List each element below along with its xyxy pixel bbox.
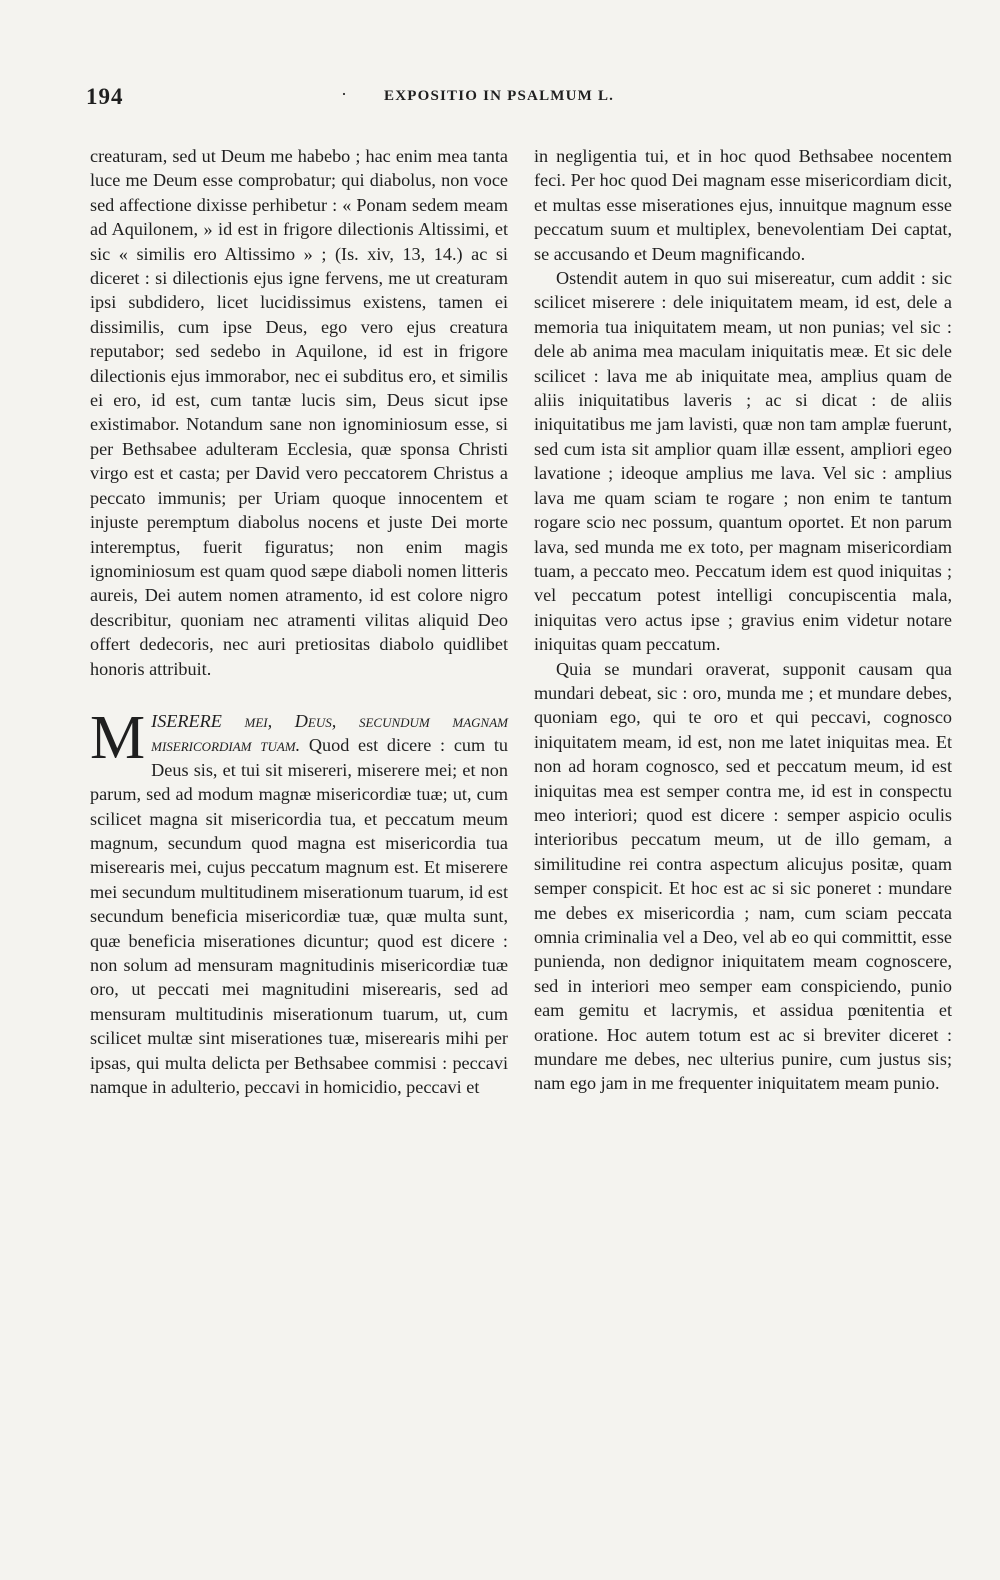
right-paragraph-3: Quia se mundari oraverat, supponit causam qua mundari debeat, sic : oro, munda me ; et mundare debes, quoniam ego, qui te oro et qui peccavi, cognosco iniquitatem meam, id est, non me latet iniquitas mea. Et non ad horam cognosco, sed et peccatum meum, id est iniquitas mea est semper contra me, id est in conspectu meo interiori; quod est dicere : semper aspicio oculis interioribus peccatum meum, ut de illo gemam, a similitudine rei contra aspectum alicujus positæ, quam semper conspicit. Et hoc est ac si sic poneret : mundare me debes ex misericordia ; nam, cum sciam peccata omnia criminalia vel a Deo, vel ab eo qui committit, esse punienda, non dedignor iniquitatem meam cognoscere, sed in interiori meo semper eam conspiciendo, punio eam gemitu et lacrymis, et assidua pœnitentia et oratione. Hoc autem totum est ac si breviter diceret : mundare me debes, nec ulterius punire, cum justus sis; nam ego jam in me frequenter iniquitatem meam punio. (534, 658, 952, 1094)
page-header (86, 84, 958, 118)
header-dot: · (341, 84, 347, 104)
right-paragraph-1: in negligentia tui, et in hoc quod Bethsabee nocentem feci. Per hoc quod Dei magnam esse misericordiam dicit, et multas esse miserationes ejus, innuitque magnum esse peccatum suum et multiplex, benevolentiam Dei captat, se accusando et Deum magnificando. (534, 146, 952, 264)
left-paragraph-2 (90, 703, 508, 1100)
page-number: 194 (86, 84, 124, 109)
right-column (534, 144, 952, 1096)
drop-cap: M (90, 703, 146, 772)
left-paragraph-1: creaturam, sed ut Deum me habebo ; hac enim mea tanta luce me Deum esse comprobatur; qui diabolus, non voce sed affectione dixisse perhibetur : « Ponam sedem meam ad Aquilonem, » id est in frigore dilectionis Altissimi, et sic « similis ero Altissimo » ; (Is. xiv, 13, 14.) ac si diceret : si dilectionis ejus igne fervens, me ut creaturam ipsi subdidero, licet lucidissimus existens, tamen ei dissimilis, cum ipse Deus, ego vero ejus creatura reputabor; sed sedebo in Aquilone, id est in frigore dilectionis ejus immorabor, nec ei subditus ero, et similis ei ero, id est, cum tantæ lucis sim, Deus sicut ipse existimabor. Notandum sane non ignominiosum esse, si per Bethsabee adulteram Ecclesia, quæ sponsa Christi virgo est et casta; per David vero peccatorem Christus a peccato immunis; per Uriam quoque innocentem et injuste peremptum diabolus nocens et juste Dei morte interemptus, fuerit figuratus; non enim magis ignominiosum est quam quod sæpe diaboli nomen litteris aureis, Dei autem nomen atramento, id est colore nigro describitur, quoniam nec atramenti vilitas aliquid Deo offert dedecoris, nec auri pretiositas diabolo quidlibet honoris attribuit. (90, 146, 508, 679)
left-column (90, 144, 508, 1099)
running-title: EXPOSITIO IN PSALMUM L. (384, 88, 615, 104)
psalm-verse-lead: ISERERE mei, Deus, secundum magnam misericordiam tuam. (151, 710, 508, 756)
left-paragraph-2-body: Quod est dicere : cum tu Deus sis, et tui sit misereri, miserere mei; et non parum, sed ad modum magnæ misericordiæ tuæ; ut, cum scilicet magna sit misericordia tua, et peccatum meum magnum, secundum quod magna est misericordia tua miserearis mei, cujus peccatum magnum est. Et miserere mei secundum multitudinem miserationum tuarum, id est secundum beneficia misericordiæ tuæ, quæ multa sunt, quæ beneficia miserationes dicuntur; quod est dicere : non solum ad mensuram magnitudinis misericordiæ tuæ oro, ut peccati mei magnitudini miserearis, sed ad mensuram multitudinis miserationum tuarum, ut, cum scilicet multæ sint miserationes tuæ, miserearis mihi per ipsas, qui multa delicta per Bethsabee commisi : peccavi namque in adulterio, peccavi in homicidio, peccavi et (90, 735, 508, 1098)
right-paragraph-2: Ostendit autem in quo sui misereatur, cum addit : sic scilicet miserere : dele iniquitatem meam, id est, dele a memoria tua iniquitatem meam, ut non punias; vel sic : dele ab anima mea maculam iniquitatis meæ. Et sic dele scilicet : lava me ab iniquitate mea, amplius quam de aliis iniquitatibus laveris ; ac si dicat : de aliis iniquitatibus me jam lavisti, quæ non tam amplæ fuerunt, sed cum ista sit amplior quam illæ essent, ampliori egeo lavatione ; ideoque amplius me lava. Vel sic : amplius lava me quam sciam te rogare ; non enim te tantum rogare scio nec possum, quantum oportet. Et non parum lava, sed munda me ex toto, per magnam misericordiam tuam, a peccato meo. Peccatum idem est quod iniquitas ; vel peccatum potest intelligi concupiscentia mala, iniquitas vero actus ipse ; gravius enim videtur notare iniquitas quam peccatum. (534, 268, 952, 655)
